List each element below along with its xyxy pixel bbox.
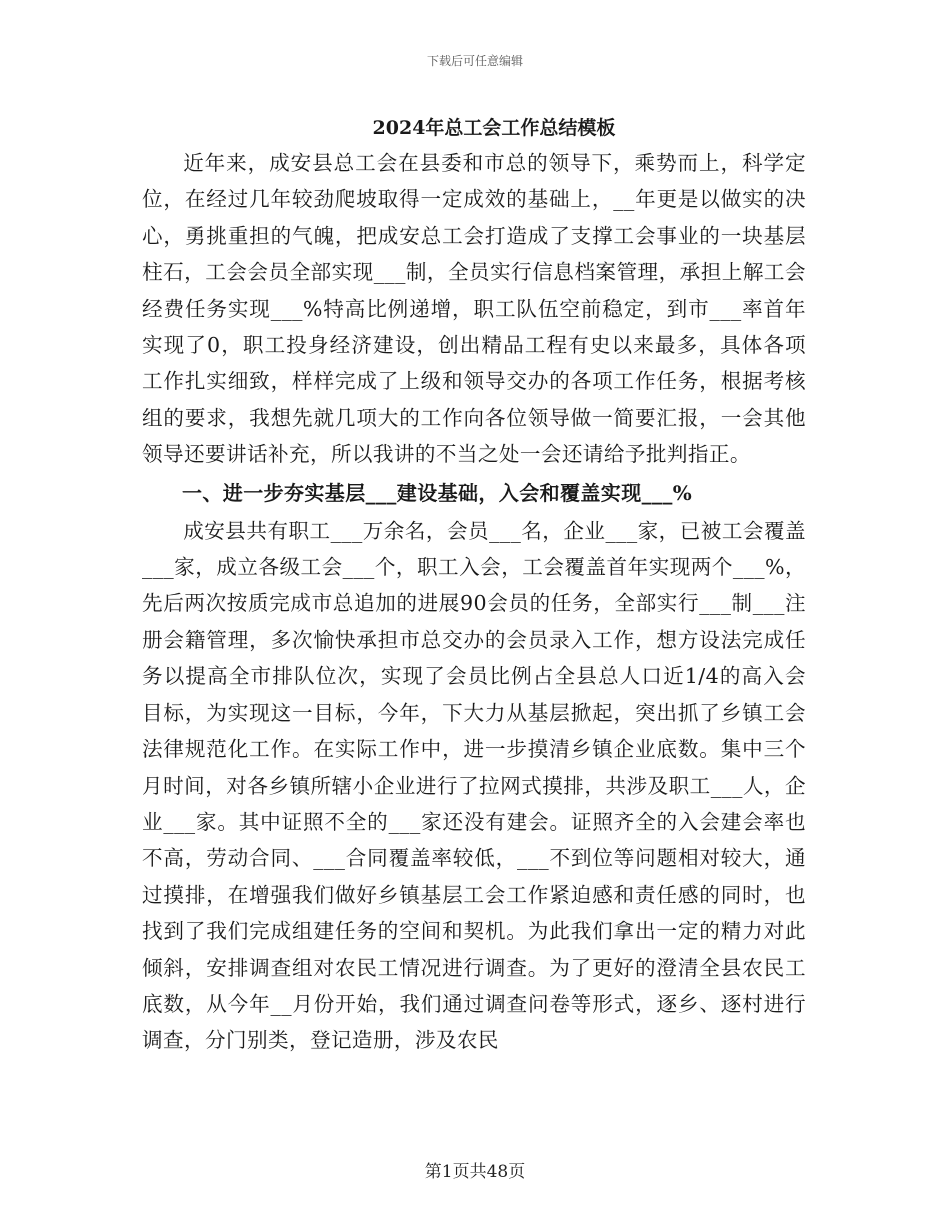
intro-paragraph: 近年来，成安县总工会在县委和市总的领导下，乘势而上，科学定位，在经过几年较劲爬坡取得一定成效的基础上，__年更是以做实的决心，勇挑重担的气魄，把成安总工会打造成了支撑工会事业的一块基层柱石，工会会员全部实现___制，全员实行信息档案管理，承担上解工会经费任务实现___%特高比例递增，职工队伍空前稳定，到市___率首年实现了0，职工投身经济建设，创出精品工程有史以来最多，具体各项工作扎实细致，样样完成了上级和领导交办的各项工作任务，根据考核组的要求，我想先就几项大的工作向各位领导做一简要汇报，一会其他领导还要讲话补充，所以我讲的不当之处一会还请给予批判指正。 <box>142 151 806 467</box>
section-heading: 一、进一步夯实基层___建设基础，入会和覆盖实现___% <box>182 480 693 505</box>
document-body <box>142 112 806 1059</box>
document-title: 2024年总工会工作总结模板 <box>372 117 616 139</box>
page-footer: 第1页共48页 <box>424 1162 526 1182</box>
section-paragraph: 成安县共有职工___万余名，会员___名，企业___家，已被工会覆盖___家，成立各级工会___个，职工入会，工会覆盖首年实现两个___%，先后两次按质完成市总追加的进展90会员的任务，全部实行___制___注册会籍管理，多次愉快承担市总交办的会员录入工作，想方设法完成任务以提高全市排队位次，实现了会员比例占全县总人口近1/4的高入会目标，为实现这一目标，今年，下大力从基层掀起，突出抓了乡镇工会法律规范化工作。在实际工作中，进一步摸清乡镇企业底数。集中三个月时间，对各乡镇所辖小企业进行了拉网式摸排，共涉及职工___人，企业___家。其中证照不全的___家还没有建会。证照齐全的入会建会率也不高，劳动合同、___合同覆盖率较低，___不到位等问题相对较大，通过摸排，在增强我们做好乡镇基层工会工作紧迫感和责任感的同时，也找到了我们完成组建任务的空间和契机。为此我们拿出一定的精力对此倾斜，安排调查组对农民工情况进行调查。为了更好的澄清全县农民工底数，从今年__月份开始，我们通过调查问卷等形式，逐乡、逐村进行调查，分门别类，登记造册，涉及农民 <box>142 518 806 1053</box>
page-header: 下载后可任意编辑 <box>426 54 523 68</box>
